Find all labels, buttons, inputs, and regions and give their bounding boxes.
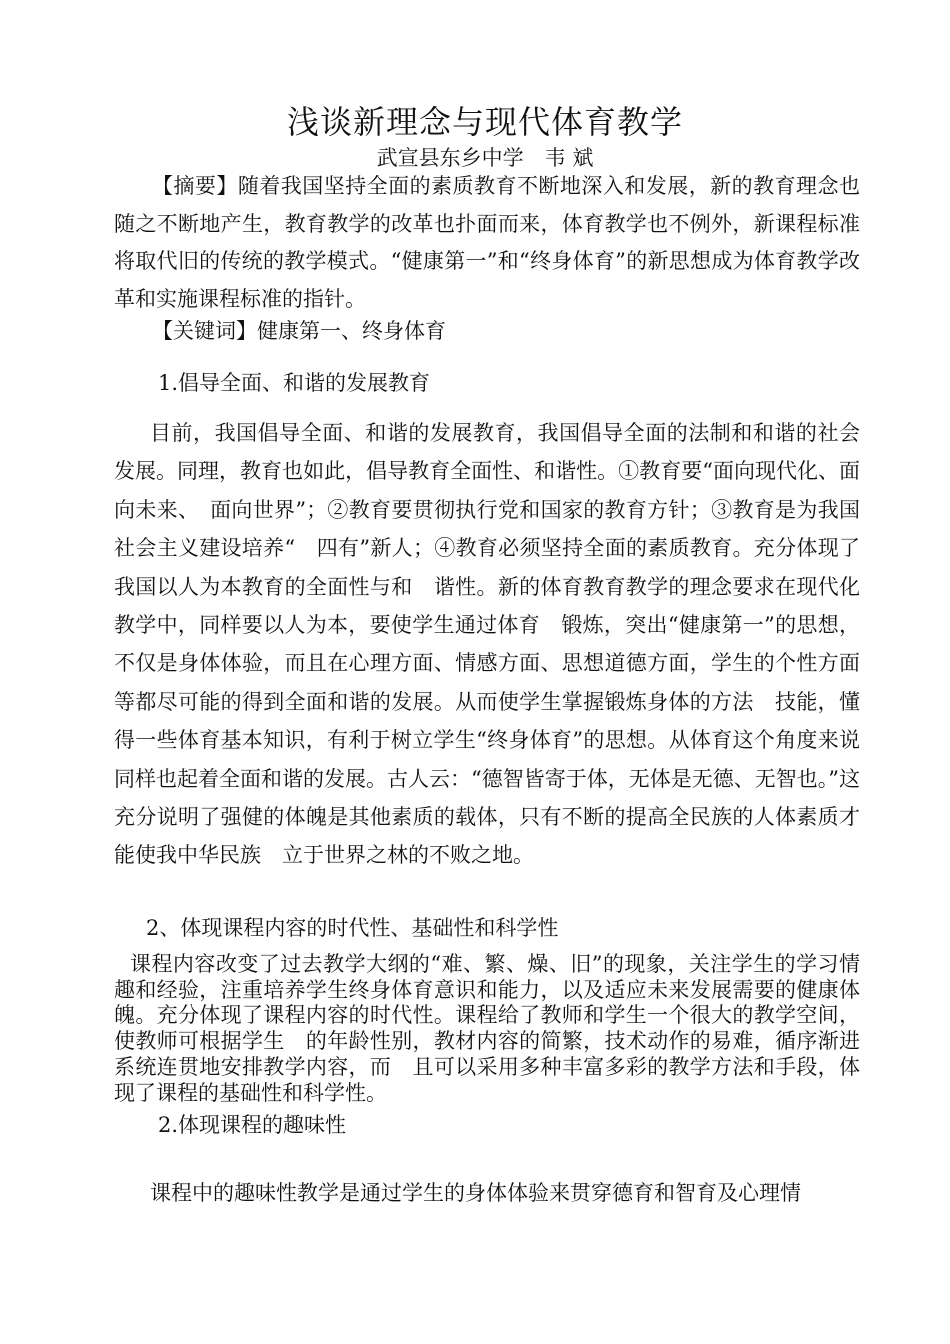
section-2-heading: 2、体现课程内容的时代性、基础性和科学性 [146, 916, 559, 940]
author-line: 武宣县东乡中学 韦 斌 [376, 146, 594, 170]
abstract-paragraph: 【摘要】随着我国坚持全面的素质教育不断地深入和发展，新的教育理念也随之不断地产生，教育教学的改革也扑面而来，体育教学也不例外，新课程标准将取代旧的传统的教学模式。“健康第一”和“终身体育”的新思想成为体育教学改革和实施课程标准的指针。 [114, 174, 860, 311]
section-3-body: 课程中的趣味性教学是通过学生的身体体验来贯穿德育和智育及心理情 [150, 1181, 801, 1205]
section-1-body: 目前，我国倡导全面、和谐的发展教育，我国倡导全面的法制和和谐的社会发展。同理，教育也如此，倡导教育全面性、和谐性。①教育要“面向现代化、面向未来、 面向世界”；②教育要贯彻执行党和国家的教育方针；③教育是为我国社会主义建设培养“ 四有”新人；④教育必须坚持全面的素质教育。充分体现了我国以人为本教育的全面性与和 谐性。新的体育教育教学的理念要求在现代化教学中，同样要以人为本，要使学生通过体育 锻炼，突出“健康第一”的思想，不仅是身体体验，而且在心理方面、情感方面、思想道德方面，学生的个性方面等都尽可能的得到全面和谐的发展。从而使学生掌握锻炼身体的方法 技能，懂得一些体育基本知识，有利于树立学生“终身体育”的思想。从体育这个角度来说 同样也起着全面和谐的发展。古人云：“德智皆寄于体，无体是无德、无智也。”这充分说明了强健的体魄是其他素质的载体，只有不断的提高全民族的人体素质才能使我中华民族 立于世界之林的不败之地。 [114, 421, 881, 868]
section-2-body: 课程内容改变了过去教学大纲的“难、繁、燥、旧”的现象，关注学生的学习情趣和经验，注重培养学生终身体育意识和能力，以及适应未来发展需要的健康体魄。充分体现了课程内容的时代性。课程给了教师和学生一个很大的教学空间，使教师可根据学生 的年龄性别，教材内容的简繁，技术动作的易难，循序渐进系统连贯地安排教学内容，而 且可以采用多种丰富多彩的教学方法和手段，体现了课程的基础性和科学性。 [114, 952, 860, 1105]
section-3-heading: 2.体现课程的趣味性 [158, 1113, 347, 1137]
section-1-heading: 1.倡导全面、和谐的发展教育 [158, 371, 431, 395]
keywords-paragraph: 【关键词】健康第一、终身体育 [152, 319, 446, 343]
document-title: 浅谈新理念与现代体育教学 [286, 103, 683, 141]
